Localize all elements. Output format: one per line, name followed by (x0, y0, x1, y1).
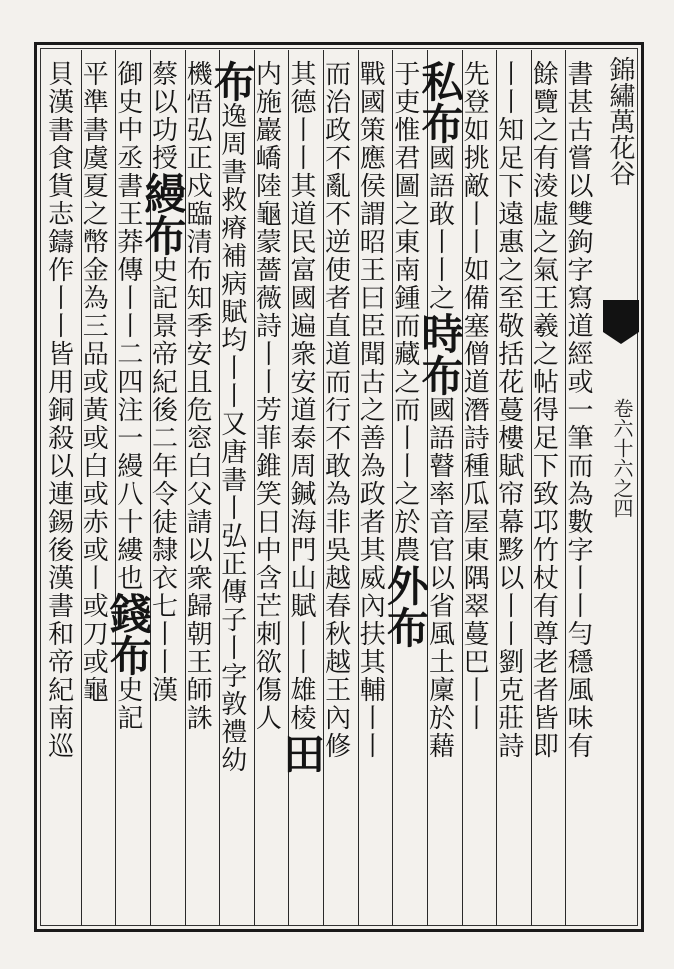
text-segment: 國語敢丨丨之 (424, 144, 455, 312)
text-column (138, 60, 188, 920)
text-segment: 國語瞽率音官以省風土廩於藉 (424, 396, 455, 760)
text-segment: 史記 (112, 676, 143, 732)
fish-tail-mark (603, 300, 639, 332)
text-column (320, 60, 356, 920)
text-column (355, 60, 391, 920)
text-segment: 戰國策應侯謂昭王曰臣聞古之善為政者其威內扶其輔丨丨 (355, 60, 386, 760)
text-column (103, 60, 153, 920)
text-segment: 書甚古嘗以雙鉤字寫道經或一筆而為數字丨丨勻穩風味有 (563, 60, 593, 760)
text-segment: 于吏惟君圖之 (389, 60, 420, 228)
text-column (415, 60, 465, 920)
text-column (182, 60, 218, 920)
text-segment: 史記景帝紀後二年令徒隸衣七丨丨漢 (147, 256, 178, 704)
text-column (78, 60, 114, 920)
text-segment: 東南鍾而藏之而丨丨之於農 (389, 228, 420, 564)
text-segment: 丨丨知足下遠惠之至敬括花蔓樓賦帘幕黟以丨丨劉克莊詩 (493, 60, 524, 760)
text-segment: 書王莽傳丨丨二四注一縵八十縷也 (112, 172, 143, 592)
text-column (493, 60, 529, 920)
running-head-title: 錦繡萬花谷 (605, 56, 635, 186)
headword: 田 (277, 732, 326, 774)
text-column (459, 60, 495, 920)
text-segment: 逸周書救瘠補病賦均丨丨又唐書丨弘正傳子丨字敦禮幼 (216, 102, 247, 774)
text-segment: 機悟弘正戍臨清布知季安且危窓白父請以衆歸朝王師誅 (182, 60, 213, 732)
text-column (277, 60, 326, 920)
text-segment: 而治政不亂不逆使者直道而行不敢為非吳越春秋越王內修 (320, 60, 351, 760)
headword: 布 (207, 60, 257, 102)
text-column (380, 60, 430, 920)
headword: 時布 (415, 312, 465, 396)
text-column (43, 60, 79, 920)
text-segment: 先登如挑敵丨丨如備塞僧道潛詩種瓜屋東隅翠蔓巴丨丨 (459, 60, 490, 732)
text-segment: 内施巖嶠陸龜蒙薔薇詩丨丨芳菲錐笑日中含芒刺欲傷人 (251, 60, 282, 732)
text-column (251, 60, 287, 920)
running-head-juan: 卷六十六之四 (610, 398, 634, 518)
headword: 私布 (415, 60, 465, 144)
text-segment: 蔡以功授 (147, 60, 178, 172)
text-column (528, 60, 564, 920)
text-segment: 其德丨丨其道民富國遍衆安道泰周鍼海門山賦丨丨雄棱 (286, 60, 316, 732)
text-column (207, 60, 257, 920)
headword: 外布 (380, 564, 430, 648)
headword: 錢布 (103, 592, 153, 676)
headword: 縵布 (138, 172, 188, 256)
text-segment: 貝漢書食貨志鑄作丨丨皆用銅殺以連錫後漢書和帝紀南巡 (43, 60, 74, 760)
text-segment: 平準書虞夏之幣金為三品或黃或白或赤或丨或刀或龜 (78, 60, 109, 704)
text-segment: 餘覽之有淩虛之氣王羲之帖得足下致邛竹杖有尊老者皆即 (528, 60, 559, 760)
text-column (563, 60, 598, 920)
text-segment: 御史中丞 (112, 60, 143, 172)
